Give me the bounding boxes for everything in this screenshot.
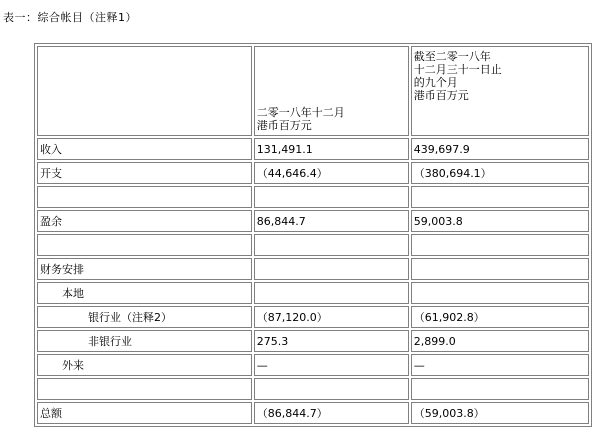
row-value-period-2 xyxy=(411,258,589,280)
header-cell-label xyxy=(37,46,252,136)
row-label: 开支 xyxy=(37,162,252,184)
table-row xyxy=(37,306,589,328)
row-value-period-1: （86,844.7） xyxy=(254,402,409,424)
table-row xyxy=(37,210,589,232)
header-line: 二零一八年十二月 xyxy=(256,106,345,119)
table-row xyxy=(37,258,589,280)
row-value-period-1 xyxy=(254,282,409,304)
table-row xyxy=(37,330,589,352)
row-label xyxy=(37,378,252,400)
row-value-period-1: 275.3 xyxy=(254,330,409,352)
table-row xyxy=(37,282,589,304)
row-value-period-2: （61,902.8） xyxy=(411,306,589,328)
table-row xyxy=(37,378,589,400)
table-row xyxy=(37,162,589,184)
table-row xyxy=(37,186,589,208)
row-value-period-2 xyxy=(411,378,589,400)
header-line: 十二月三十一日止 xyxy=(413,63,502,76)
row-value-period-1: （44,646.4） xyxy=(254,162,409,184)
header-line: 港币百万元 xyxy=(256,119,312,132)
row-label: 财务安排 xyxy=(37,258,252,280)
header-line: 港币百万元 xyxy=(413,89,469,102)
row-value-period-2 xyxy=(411,234,589,256)
table-row xyxy=(37,234,589,256)
table-row xyxy=(37,354,589,376)
row-value-period-1: 131,491.1 xyxy=(254,138,409,160)
row-value-period-2: 2,899.0 xyxy=(411,330,589,352)
row-label: 外来 xyxy=(37,354,252,376)
header-line: 截至二零一八年 xyxy=(413,50,491,63)
row-value-period-2: （380,694.1） xyxy=(411,162,589,184)
table-header-row xyxy=(37,46,589,136)
row-value-period-2 xyxy=(411,186,589,208)
row-value-period-1 xyxy=(254,378,409,400)
row-value-period-2: 439,697.9 xyxy=(411,138,589,160)
row-value-period-2: — xyxy=(411,354,589,376)
header-cell-period-2 xyxy=(411,46,589,136)
page-title: 表一：综合帐目（注释1） xyxy=(3,11,137,24)
table-row xyxy=(37,402,589,424)
row-label: 银行业（注释2） xyxy=(37,306,252,328)
financial-table xyxy=(34,43,592,427)
row-value-period-1 xyxy=(254,186,409,208)
row-label: 盈余 xyxy=(37,210,252,232)
row-label xyxy=(37,234,252,256)
row-value-period-1: — xyxy=(254,354,409,376)
row-label: 总额 xyxy=(37,402,252,424)
header-line: 的九个月 xyxy=(413,76,458,89)
row-value-period-1 xyxy=(254,234,409,256)
table-row xyxy=(37,138,589,160)
row-value-period-1: （87,120.0） xyxy=(254,306,409,328)
row-value-period-2: 59,003.8 xyxy=(411,210,589,232)
row-label: 本地 xyxy=(37,282,252,304)
row-label: 非银行业 xyxy=(37,330,252,352)
row-value-period-1 xyxy=(254,258,409,280)
row-label xyxy=(37,186,252,208)
row-value-period-1: 86,844.7 xyxy=(254,210,409,232)
row-value-period-2 xyxy=(411,282,589,304)
row-label: 收入 xyxy=(37,138,252,160)
header-cell-period-1 xyxy=(254,46,409,136)
row-value-period-2: （59,003.8） xyxy=(411,402,589,424)
